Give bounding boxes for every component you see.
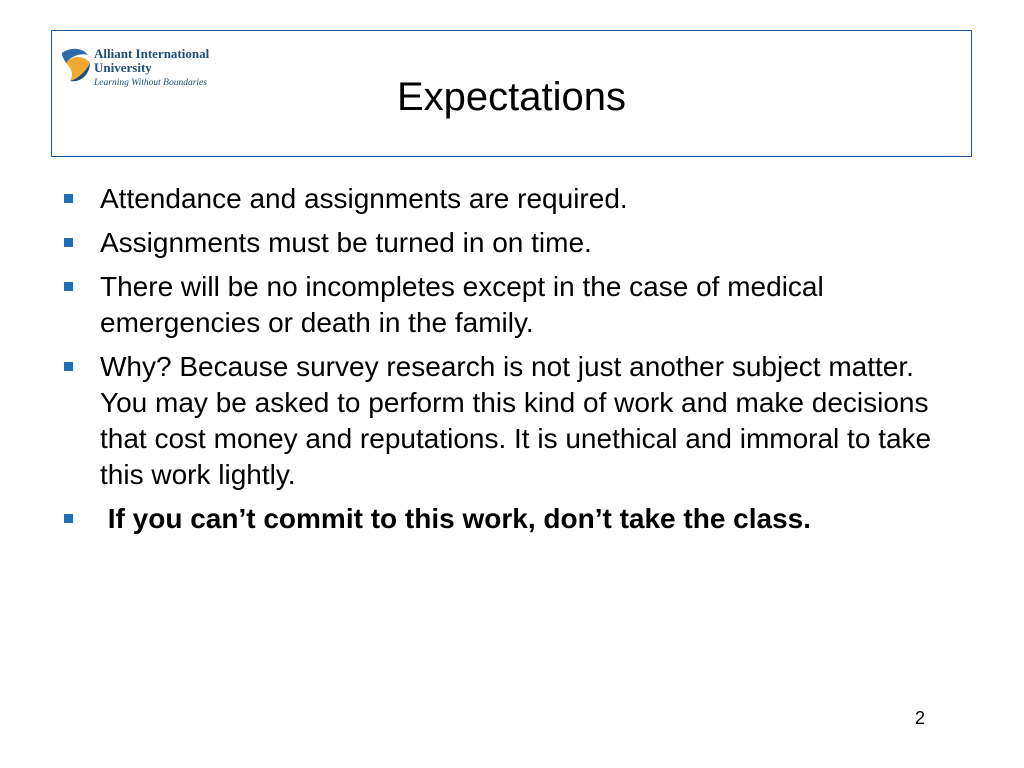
logo-name-line2: University (94, 60, 152, 75)
bullet-item (60, 269, 960, 341)
square-bullet-icon (64, 362, 73, 371)
page-number: 2 (914, 708, 925, 728)
square-bullet-icon (64, 282, 73, 291)
bullet-item-emphasis (60, 501, 960, 537)
bullet-text: Why? Because survey research is not just another subject matter. You may be asked to perform this kind of work and make decisions that cost money and reputations. It is unethical and immoral to take this work lightly. (100, 351, 932, 490)
bullet-list (60, 181, 960, 545)
slide-header (51, 30, 972, 157)
bullet-item (60, 349, 960, 493)
square-bullet-icon (64, 238, 73, 247)
bullet-item (60, 225, 960, 261)
bullet-item (60, 181, 960, 217)
slide-title: Expectations (396, 75, 627, 119)
bullet-text: There will be no incompletes except in the case of medical emergencies or death in the family. (100, 271, 824, 338)
bullet-text: Assignments must be turned in on time. (100, 227, 592, 258)
logo-name-line1: Alliant International (94, 46, 210, 61)
bullet-text: If you can’t commit to this work, don’t take the class. (100, 503, 812, 534)
logo-name (94, 47, 209, 75)
logo-tagline: Learning Without Boundaries (94, 78, 207, 88)
square-bullet-icon (64, 514, 73, 523)
bullet-text: Attendance and assignments are required. (100, 183, 628, 214)
square-bullet-icon (64, 194, 73, 203)
